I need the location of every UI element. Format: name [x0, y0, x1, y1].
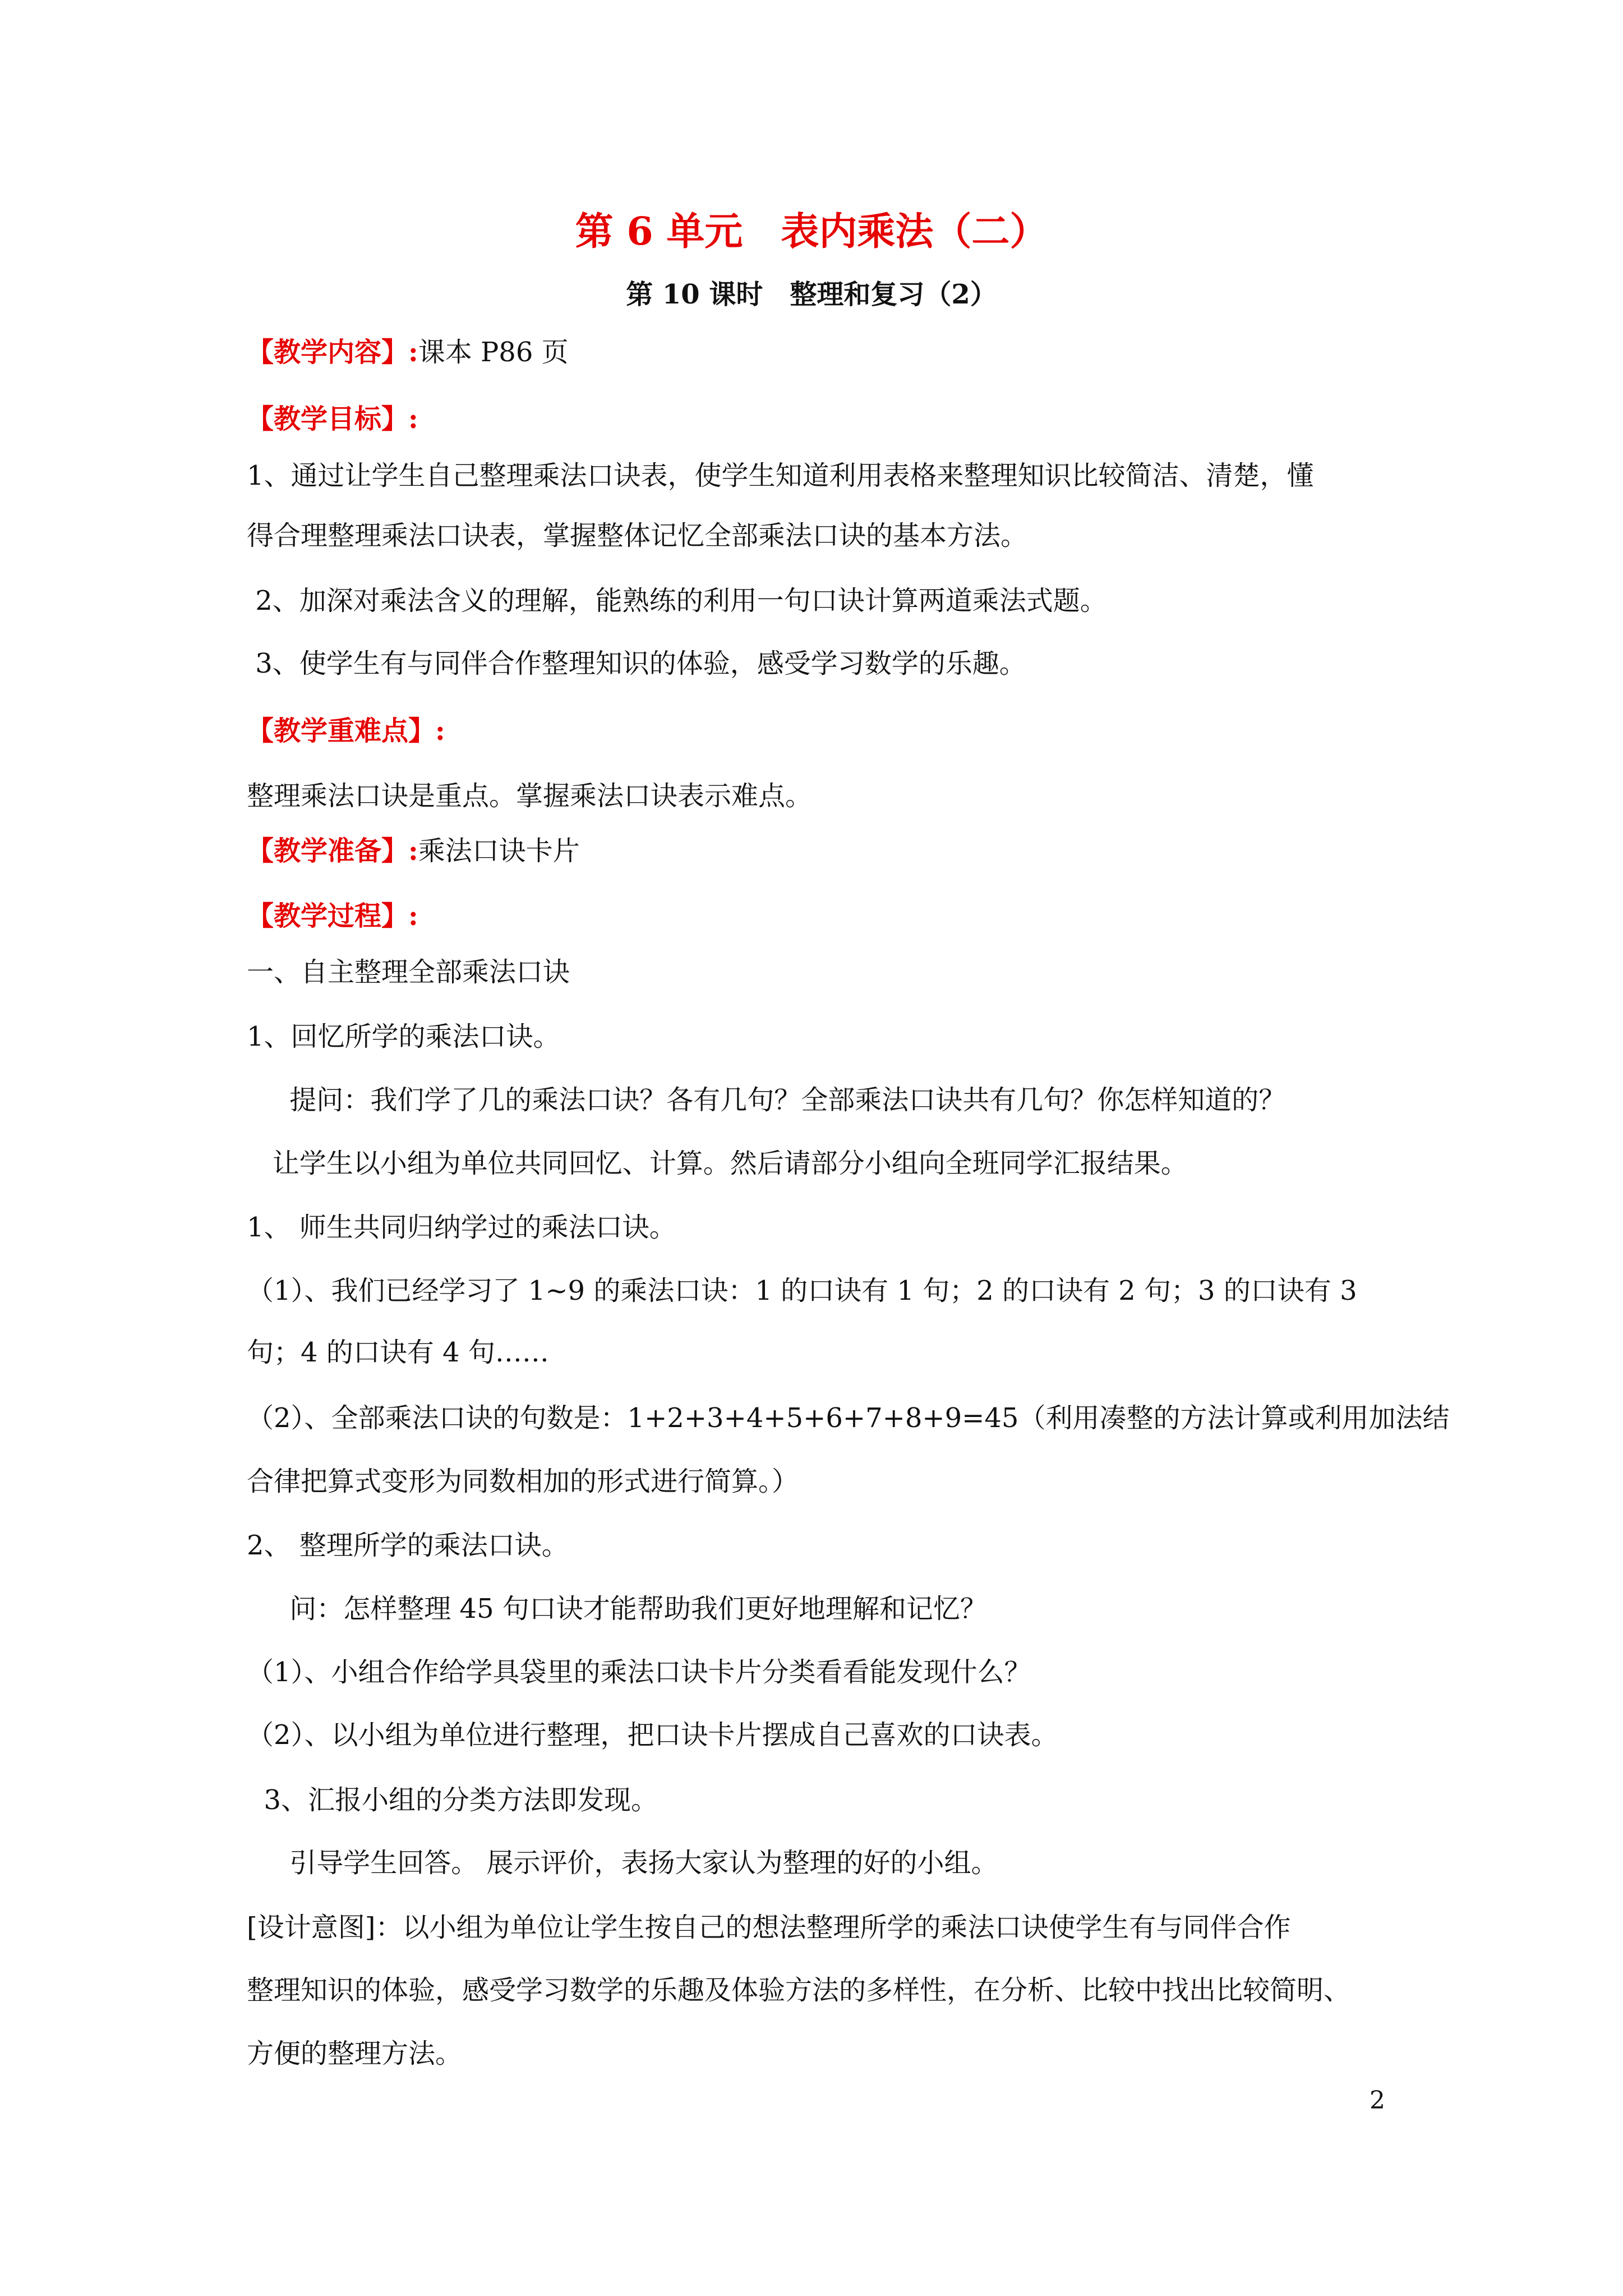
process-line: 让学生以小组为单位共同回忆、计算。然后请部分小组向全班同学汇报结果。 — [247, 1148, 1188, 1179]
teaching-prep-label: 【教学准备】: — [247, 835, 418, 867]
teaching-content-label: 【教学内容】: — [247, 337, 418, 368]
page-number: 2 — [1370, 2086, 1385, 2115]
goal-line: 得合理整理乘法口诀表，掌握整体记忆全部乘法口诀的基本方法。 — [247, 520, 1028, 551]
design-intent-line: 方便的整理方法。 — [247, 2038, 463, 2069]
process-line: 一、自主整理全部乘法口诀 — [247, 956, 570, 988]
process-line: 2、 整理所学的乘法口诀。 — [247, 1530, 569, 1561]
process-line: 问：怎样整理 45 句口诀才能帮助我们更好地理解和记忆？ — [247, 1593, 987, 1625]
process-line: 3、汇报小组的分类方法即发现。 — [247, 1784, 658, 1816]
goal-line: 2、加深对乘法含义的理解，能熟练的利用一句口诀计算两道乘法式题。 — [247, 585, 1107, 616]
teaching-content-text: 课本 P86 页 — [418, 337, 569, 368]
goal-line: 1、通过让学生自己整理乘法口诀表，使学生知道利用表格来整理知识比较简洁、清楚，懂 — [247, 460, 1314, 491]
process-line: 句；4 的口诀有 4 句…… — [247, 1337, 549, 1368]
key-points-text: 整理乘法口诀是重点。掌握乘法口诀表示难点。 — [247, 780, 813, 812]
process-line: （2）、全部乘法口诀的句数是：1+2+3+4+5+6+7+8+9=45（利用凑整的方法计算或利用加法结 — [247, 1402, 1450, 1434]
process-line: 合律把算式变形为同数相加的形式进行简算。） — [247, 1466, 799, 1497]
lesson-subtitle: 第 10 课时 整理和复习（2） — [626, 279, 997, 310]
teaching-goals-label: 【教学目标】: — [247, 403, 418, 435]
document-title: 第 6 单元 表内乘法（二） — [575, 209, 1048, 254]
process-line: 提问：我们学了几的乘法口诀？各有几句？全部乘法口诀共有几句？你怎样知道的？ — [247, 1084, 1286, 1116]
design-intent-line: 整理知识的体验，感受学习数学的乐趣及体验方法的多样性，在分析、比较中找出比较简明、 — [247, 1975, 1351, 2006]
process-line: （1）、我们已经学习了 1~9 的乘法口诀：1 的口诀有 1 句；2 的口诀有 2 句；3 的口诀有 3 — [247, 1275, 1357, 1306]
process-line: （2）、以小组为单位进行整理，把口诀卡片摆成自己喜欢的口诀表。 — [247, 1719, 1058, 1751]
process-line: 引导学生回答。 展示评价，表扬大家认为整理的好的小组。 — [247, 1847, 998, 1879]
teaching-prep-text: 乘法口诀卡片 — [418, 835, 580, 867]
design-intent-line: [设计意图]：以小组为单位让学生按自己的想法整理所学的乘法口诀使学生有与同伴合作 — [247, 1912, 1291, 1943]
teaching-process-label: 【教学过程】: — [247, 900, 418, 932]
process-line: 1、回忆所学的乘法口诀。 — [247, 1021, 560, 1052]
key-points-label: 【教学重难点】: — [247, 715, 445, 747]
teaching-prep-line — [247, 832, 1385, 869]
goal-line: 3、使学生有与同伴合作整理知识的体验，感受学习数学的乐趣。 — [247, 648, 1026, 679]
teaching-content-line — [247, 334, 1385, 371]
process-line: （1）、小组合作给学具袋里的乘法口诀卡片分类看看能发现什么？ — [247, 1657, 1031, 1688]
process-line: 1、 师生共同归纳学过的乘法口诀。 — [247, 1212, 676, 1243]
